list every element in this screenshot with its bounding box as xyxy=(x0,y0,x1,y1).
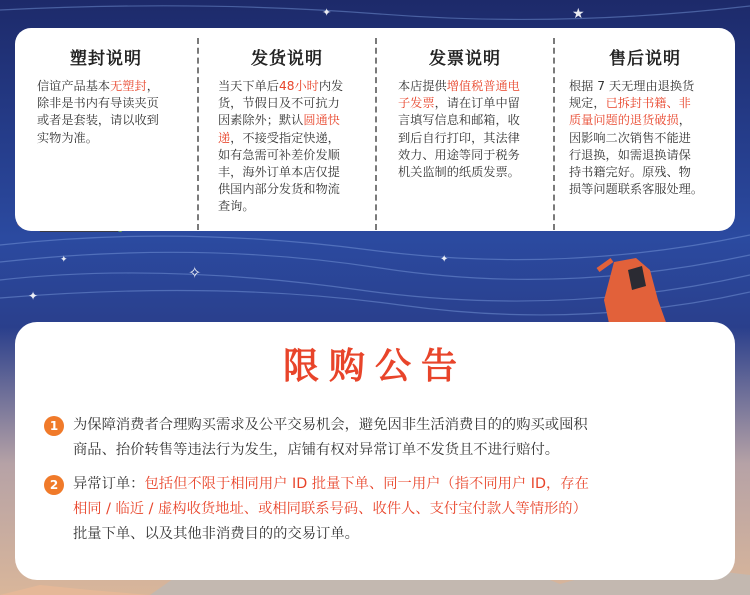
text-line xyxy=(37,78,159,95)
text-segment: 批量下单、以及其他非消费目的的交易订单。 xyxy=(73,526,359,542)
text-segment: 到后自行打印，其法律 xyxy=(398,130,520,145)
section-text xyxy=(37,78,159,147)
text-segment: 言填写信息和邮箱，收 xyxy=(398,113,520,128)
text-segment: 因素除外；默认 xyxy=(218,113,304,128)
notice-item xyxy=(73,472,723,547)
text-line xyxy=(398,95,520,112)
highlight-text: 无塑封 xyxy=(110,79,147,93)
text-line xyxy=(398,112,520,129)
text-line xyxy=(73,413,723,438)
text-line xyxy=(569,78,703,95)
item-number-badge: 2 xyxy=(44,475,64,495)
item-number-badge: 1 xyxy=(44,416,64,436)
highlight-text: 48小时 xyxy=(278,79,319,93)
text-line xyxy=(73,497,723,522)
text-segment: 本店提供 xyxy=(398,79,447,93)
text-line xyxy=(218,181,343,198)
text-segment: ， xyxy=(146,79,159,93)
text-line xyxy=(569,112,703,129)
notice-item xyxy=(73,413,723,463)
svg-text:✦: ✦ xyxy=(322,6,332,19)
svg-text:✦: ✦ xyxy=(60,255,68,265)
text-segment: 当天下单后 xyxy=(218,79,279,93)
shipping-section xyxy=(199,28,375,231)
text-line xyxy=(37,112,159,129)
text-segment: 实物为准。 xyxy=(37,130,98,145)
text-segment: 如有急需可补差价发顺 xyxy=(218,147,340,162)
text-segment: 行退换，如需退换请保 xyxy=(569,147,691,162)
text-line xyxy=(569,147,703,164)
text-line xyxy=(37,95,159,112)
text-segment: 丰，海外订单本店仅提 xyxy=(218,165,340,180)
section-text xyxy=(398,78,520,181)
highlight-text: 包括但不限于相同用户 ID 批量下单、同一用户（指不同用户 ID，存在 xyxy=(144,476,589,492)
text-line xyxy=(218,95,343,112)
text-segment: 持书籍完好。原残、物 xyxy=(569,165,691,180)
text-line xyxy=(569,130,703,147)
text-segment: ，不接受指定快递， xyxy=(230,130,340,145)
text-segment: 内发 xyxy=(318,79,344,93)
text-segment: 查询。 xyxy=(218,199,255,214)
text-line xyxy=(398,130,520,147)
section-title: 发货说明 xyxy=(251,49,323,69)
text-line xyxy=(73,522,723,547)
notice-title: 限购公告 xyxy=(282,346,467,387)
text-line xyxy=(218,78,343,95)
text-line xyxy=(37,130,159,147)
text-line xyxy=(398,164,520,181)
text-line xyxy=(569,164,703,181)
text-line xyxy=(398,78,520,95)
text-segment: 或者是套装，请以收到 xyxy=(37,113,159,128)
text-segment: ， xyxy=(678,113,691,128)
highlight-text: 圆通快 xyxy=(303,113,340,128)
text-segment: 为保障消费者合理购买需求及公平交易机会，避免因非生活消费目的的购买或囤积 xyxy=(73,417,588,433)
highlight-text: 增值税普通电 xyxy=(446,79,520,93)
text-segment: 效力、用途等同于税务 xyxy=(398,147,520,162)
section-title: 塑封说明 xyxy=(70,49,142,69)
highlight-text: 递 xyxy=(218,130,231,145)
text-line xyxy=(569,95,703,112)
text-segment: 货，节假日及不可抗力 xyxy=(218,96,340,111)
text-line xyxy=(218,198,343,215)
text-segment: 机关监制的纸质发票。 xyxy=(398,165,520,180)
text-line xyxy=(73,472,723,497)
text-segment: 损等问题联系客服处理。 xyxy=(569,182,704,197)
svg-text:✦: ✦ xyxy=(28,289,39,303)
svg-text:★: ★ xyxy=(572,6,585,22)
highlight-text: 质量问题的退货破损 xyxy=(569,113,679,128)
text-line xyxy=(73,438,723,463)
text-segment: 供国内部分发货和物流 xyxy=(218,182,340,197)
svg-text:✦: ✦ xyxy=(440,254,449,265)
text-segment: ，请在订单中留 xyxy=(434,96,520,111)
highlight-text: 子发票 xyxy=(398,96,435,111)
highlight-text: 相同 / 临近 / 虚构收货地址、或相同联系号码、收件人、支付宝付款人等情形的） xyxy=(73,501,587,517)
text-segment: 因影响二次销售不能进 xyxy=(569,130,691,145)
text-segment: 商品、抬价转售等违法行为发生，店铺有权对异常订单不发货且不进行赔付。 xyxy=(73,442,560,458)
section-text xyxy=(218,78,343,216)
text-segment: 异常订单： xyxy=(73,476,145,492)
section-text xyxy=(569,78,703,198)
text-line xyxy=(218,130,343,147)
text-line xyxy=(218,164,343,181)
text-segment: 信谊产品基本 xyxy=(37,79,111,93)
text-segment: 除非是书内有导读夹页 xyxy=(37,96,159,111)
section-title: 售后说明 xyxy=(609,49,681,69)
highlight-text: 已拆封书籍、非 xyxy=(605,96,691,111)
text-line xyxy=(218,112,343,129)
text-segment: 根据 7 天无理由退换货 xyxy=(569,79,695,93)
packaging-section xyxy=(15,28,197,231)
text-line xyxy=(398,147,520,164)
after-sales-section xyxy=(555,28,735,231)
text-line xyxy=(218,147,343,164)
svg-text:✧: ✧ xyxy=(188,263,202,282)
policy-card xyxy=(15,28,735,231)
text-segment: 规定， xyxy=(569,96,606,111)
section-title: 发票说明 xyxy=(429,49,501,69)
invoice-section xyxy=(377,28,553,231)
text-line xyxy=(569,181,703,198)
